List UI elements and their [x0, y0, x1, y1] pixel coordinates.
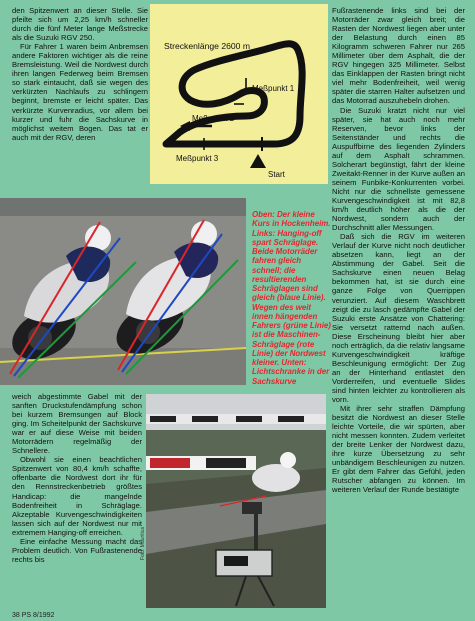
- paragraph: Obwohl sie einen beachtlichen Spitzenwert von 80,4 km/h schaffte, offenbarte die Nordwest dort ihr für den Rennstreckenbetrieb größtes Handicap: die mangelnde Bodenfreiheit in Schräglage. Akzeptable Kurvengeschwindigkeiten lassen sich auf der Nordwest nur mit extremem Hanging-off erreichen.: [12, 455, 142, 537]
- measure-point-1-label: Meßpunkt 1: [252, 84, 295, 93]
- paragraph: weich abgestimmte Gabel mit der sanften Druckstufendämpfung schon bei kurzem Bremsungen auf Block ging. Im Scheitelpunkt der Sachskurve war er auf diese Weise mit beiden Motorrädern regelmäßig der Schnellere.: [12, 392, 142, 456]
- paragraph: Für Fahrer 1 waren beim Anbremsen andere Faktoren wichtiger als die reine Bremsleistung. Weil die Nordwest durch ihren langen Federweg beim Bremsen so stark eintaucht, daß sie wegen des verkürzten Nachlaufs zu schlingern beginnt, bremste er leicht später. Das verkürzte Kurvenradius, vor allem bei kurzer und fuhr die Sachskurve in möglichst weitem Bogen. Das tat er auch mit der RGV, deren: [12, 42, 148, 142]
- measure-point-3-label: Meßpunkt 3: [176, 154, 219, 163]
- article-column-left-top: [12, 6, 148, 190]
- photo-caption: Oben: Der kleine Kurs in Hockenheim. Links: Hanging-off spart Schräglage. Beide Motorräder fahren gleich schnell; die resultierenden Schräglagen sind gleich (blaue Linie). Wegen des weit innen hängenden Fahrers (grüne Linie) ist die Maschinen-Schräglage (rote Linie) der Nordwest kleiner. Unten: Lichtschranke in der Sachskurve: [252, 210, 331, 386]
- start-triangle-icon: [250, 154, 266, 168]
- paragraph: Daß sich die RGV im weiteren Verlauf der Kurve nicht noch deutlicher absetzen kann, liegt an der Abstimmung der Gabel. Seit die Sachskurve einen neuen Belag bekommen hat, ist sie durch eine ganze Folge von Querrippen verunziert. Auf diesem Waschbrett zeigt die zu lasch gedämpfte Gabel der Suzuki erste Ansätze von Chattering: Sie versetzt ratternd nach außen. Diese Erscheinung bleibt hier aber noch erträglich, da die relativ langsame Kurvengeschwindigkeit kräftige Beschleunigung ermöglicht: Der Zug an der Hinterhand entlastet den Vorderreifen, und eventuelle Slides sind hinten leichter zu kontrollieren als vorn.: [332, 232, 465, 405]
- paragraph: den Spitzenwert an dieser Stelle. Sie pfeilte sich um 2,25 km/h schneller durch die fünf Meter lange Meßstrecke als die Suzuki RGV 250.: [12, 6, 148, 43]
- track-length-label: Streckenlänge 2600 m: [164, 41, 250, 51]
- article-column-right: [332, 6, 465, 610]
- article-column-left-bottom: [12, 392, 142, 610]
- track-map: [150, 4, 328, 184]
- paragraph: Die Suzuki kratzt nicht nur viel später, sie hat auch noch mehr Reserven, bevor links der Seitenständer und rechts die Auspuffbirne des liegenden Zylinders auf dem Asphalt schrammen. Solcherart begünstigt, fährt der kleine Zweitakt-Renner in der Kurve außen an seinem Funbike-Konkurrenten vorbei. Nicht nur die schnellste gemessene Kurvengeschwindigkeit ist mit 82,8 km/h deutlich höher als die der Nordwest, sondern auch der Durchschnitt aller Messungen.: [332, 105, 465, 233]
- start-label: Start: [268, 170, 285, 179]
- light-barrier-illustration: [146, 394, 326, 608]
- photo-light-barrier-trackside: [146, 394, 326, 608]
- page-footer: 38 PS 8/1992: [12, 612, 55, 619]
- photo-credit: Foto: Mauritius: [140, 526, 146, 560]
- paragraph: Eine einfache Messung macht das Problem deutlich. Von Fußrastenende rechts bis: [12, 536, 142, 564]
- motorcycles-illustration: [0, 198, 246, 385]
- photo-two-motorcycles-cornering: [0, 198, 246, 385]
- paragraph: Mit ihrer sehr straffen Dämpfung besitzt die Nordwest an dieser Stelle leichte Vorteile, die wir spürten, aber nicht messen konnten. Zudem verleitet der breite Lenker der Nordwest dazu, ihre kurze Übersetzung zu sehr unbändigem Beschleunigen zu nutzen. Er gibt dem Fahrer das Gefühl, jeden Rutscher abfangen zu können. Im weiteren Verlauf der Runde bestätigte: [332, 404, 465, 495]
- measure-point-2-label: Meßpunkt 2: [192, 114, 235, 123]
- paragraph: Fußrastenende links sind bei der Motorräder zwar gleich breit; die Rasten der Nordwest liegen aber unter der Belastung durch einen 85 Kilogramm schweren Fahrer nur 265 Millimeter über dem Asphalt, die der RGV hingegen 325 Millimeter. Selbst das Einklappen der Rasten bringt nicht viel mehr Bodenfreiheit, weil wenig später die starren Halter aufsetzen und das Motorrad auszuhebeln drohen.: [332, 6, 465, 106]
